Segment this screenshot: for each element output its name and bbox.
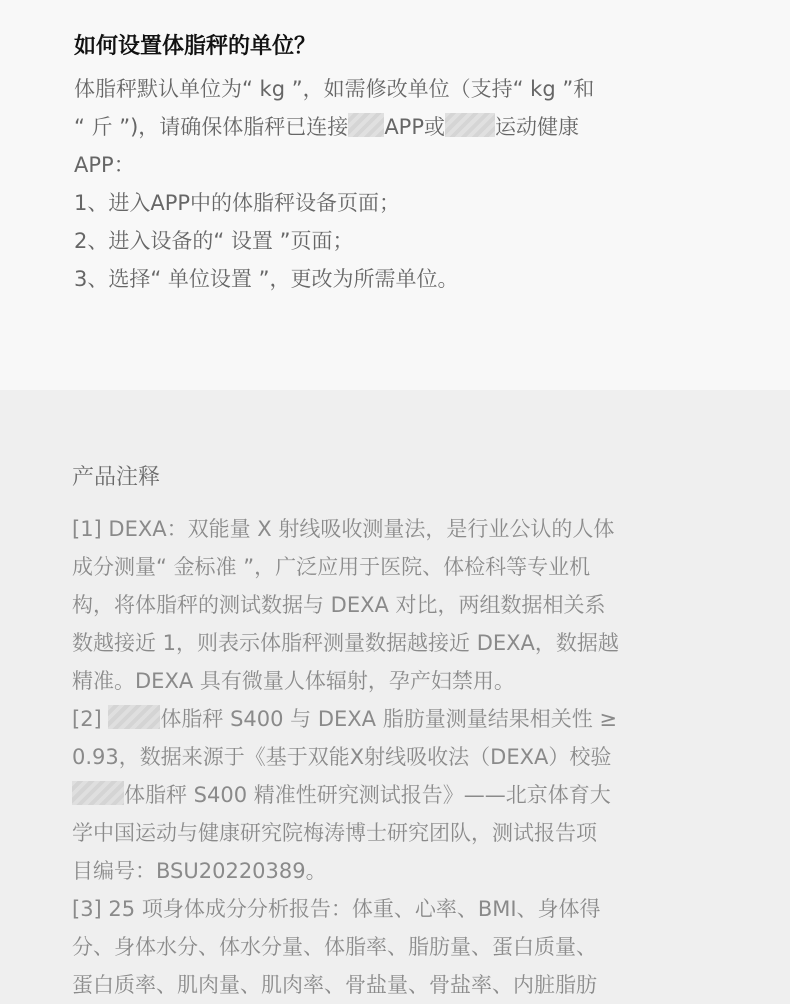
faq-line-text: “ 斤 ”)，请确保体脂秤已连接: [74, 115, 349, 139]
note-text: 精准。DEXA 具有微量人体辐射，孕产妇禁用。: [72, 669, 515, 693]
note-line: [72, 814, 732, 852]
note-text: 成分测量“ 金标准 ”，广泛应用于医院、体检科等专业机: [72, 555, 591, 579]
note-text: 体脂秤 S400 与 DEXA 脂肪量测量结果相关性 ≥: [160, 707, 617, 731]
note-line: [72, 738, 732, 776]
faq-step: [74, 184, 720, 222]
notes-section: [0, 390, 790, 997]
redacted-brand: [108, 705, 160, 729]
faq-line: [74, 70, 720, 108]
notes-body: [72, 510, 732, 1004]
faq-line: [74, 108, 720, 146]
faq-title: 如何设置体脂秤的单位？: [74, 34, 317, 59]
note-text: 数越接近 1，则表示体脂秤测量数据越接近 DEXA，数据越: [72, 631, 619, 655]
note-line: [72, 852, 732, 890]
note-prefix: [2]: [72, 707, 109, 731]
note-text: 分、身体水分、体水分量、体脂率、脂肪量、蛋白质量、: [72, 935, 597, 959]
redacted-brand: [445, 113, 495, 137]
note-line: [72, 776, 732, 814]
note-line: [72, 662, 732, 700]
faq-section: [0, 0, 790, 390]
note-text: 蛋白质率、肌肉量、肌肉率、骨盐量、骨盐率、内脏脂肪: [72, 973, 597, 997]
redacted-brand: [72, 781, 124, 805]
note-line: [72, 624, 732, 662]
note-line: [72, 700, 732, 738]
note-line: [72, 966, 732, 1004]
faq-step-text: 3、选择“ 单位设置 ”，更改为所需单位。: [74, 267, 459, 291]
faq-step: [74, 222, 720, 260]
faq-line-text: APP或: [384, 115, 446, 139]
notes-title: 产品注释: [72, 465, 161, 490]
note-line: [72, 548, 732, 586]
note-text: 0.93，数据来源于《基于双能X射线吸收法（DEXA）校验: [72, 745, 612, 769]
note-text: [1] DEXA：双能量 X 射线吸收测量法，是行业公认的人体: [72, 517, 615, 541]
note-text: 体脂秤 S400 精准性研究测试报告》——北京体育大: [124, 783, 611, 807]
faq-line-text: 运动健康: [495, 115, 580, 139]
faq-step-text: 2、进入设备的“ 设置 ”页面；: [74, 229, 354, 253]
faq-line-text: 体脂秤默认单位为“ kg ”，如需修改单位（支持“ kg ”和: [74, 77, 595, 101]
note-line: [72, 510, 732, 548]
note-text: 学中国运动与健康研究院梅涛博士研究团队，测试报告项: [72, 821, 597, 845]
note-text: 构，将体脂秤的测试数据与 DEXA 对比，两组数据相关系: [72, 593, 606, 617]
faq-step: [74, 260, 720, 298]
redacted-brand: [348, 113, 384, 137]
faq-line: [74, 146, 720, 184]
note-line: [72, 890, 732, 928]
faq-line-text: APP：: [74, 153, 135, 177]
note-line: [72, 586, 732, 624]
faq-step-text: 1、进入APP中的体脂秤设备页面；: [74, 191, 401, 215]
note-text: [3] 25 项身体成分分析报告：体重、心率、BMI、身体得: [72, 897, 601, 921]
note-line: [72, 928, 732, 966]
note-text: 目编号：BSU20220389。: [72, 859, 327, 883]
